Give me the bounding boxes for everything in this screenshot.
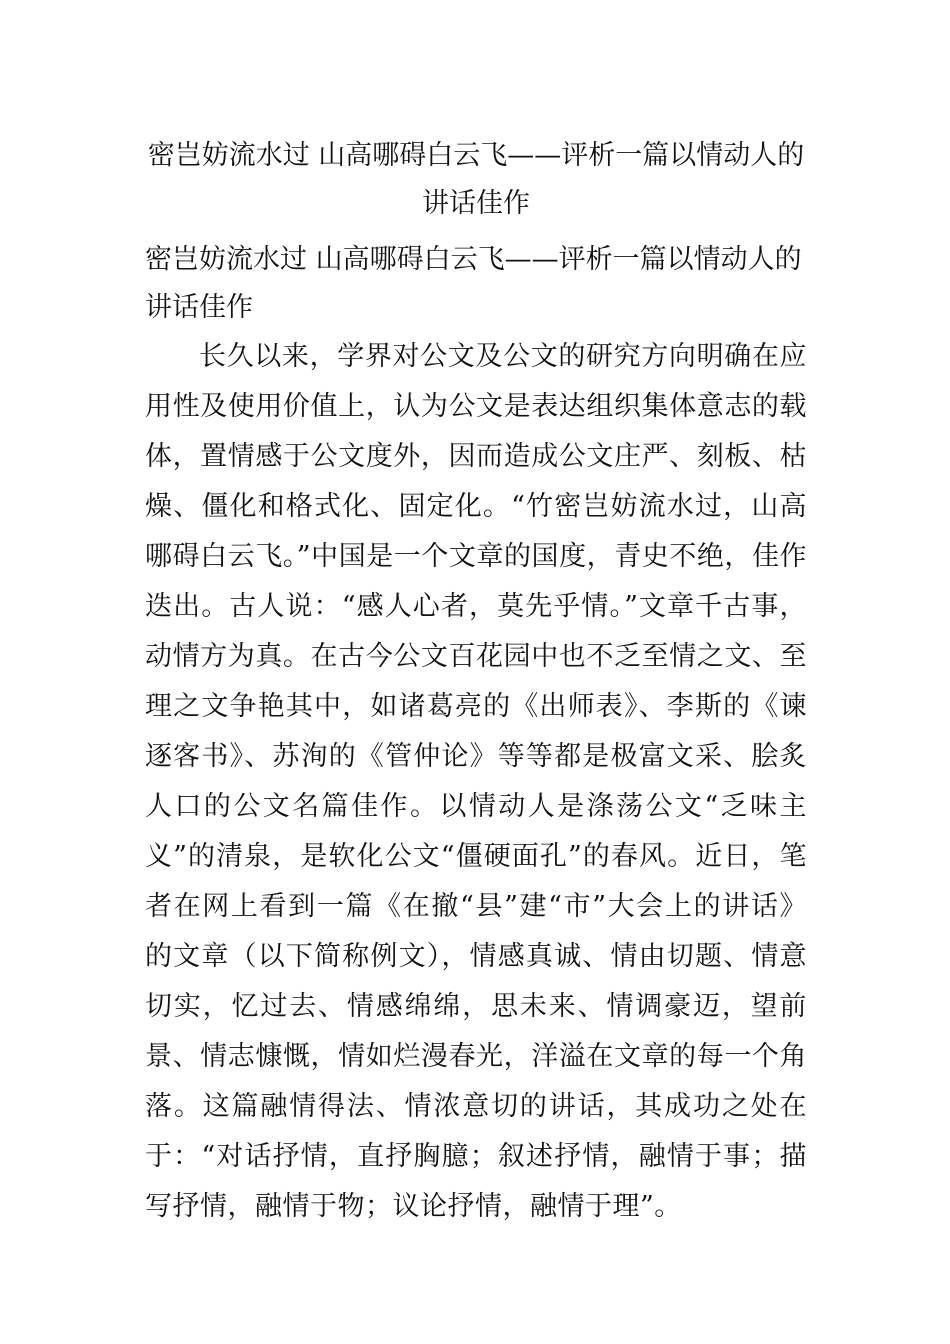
document-subtitle: 密岂妨流水过 山高哪碍白云飞——评析一篇以情动人的讲话佳作 (145, 244, 802, 323)
document-page (145, 132, 807, 1232)
body-paragraph: 长久以来，学界对公文及公文的研究方向明确在应用性及使用价值上，认为公文是表达组织集体意志的载体，置情感于公文度外，因而造成公文庄严、刻板、枯燥、僵化和格式化、固定化。“竹密岂妨流水过，山高哪碍白云飞。”中国是一个文章的国度，青史不绝，佳作迭出。古人说：“感人心者，莫先乎情。”文章千古事，动情方为真。在古今公文百花园中也不乏至情之文、至理之文争艳其中，如诸葛亮的《出师表》、李斯的《谏逐客书》、苏洵的《管仲论》等等都是极富文采、脍炙人口的公文名篇佳作。以情动人是涤荡公文“乏味主义”的清泉，是软化公文“僵硬面孔”的春风。近日，笔者在网上看到一篇《在撤“县”建“市”大会上的讲话》的文章（以下简称例文），情感真诚、情由切题、情意切实，忆过去、情感绵绵，思未来、情调豪迈，望前景、情志慷慨，情如烂漫春光，洋溢在文章的每一个角落。这篇融情得法、情浓意切的讲话，其成功之处在于：“对话抒情，直抒胸臆；叙述抒情，融情于事；描写抒情，融情于物；议论抒情，融情于理”。 (145, 341, 807, 1222)
document-title: 密岂妨流水过 山高哪碍白云飞——评析一篇以情动人的讲话佳作 (147, 140, 805, 219)
